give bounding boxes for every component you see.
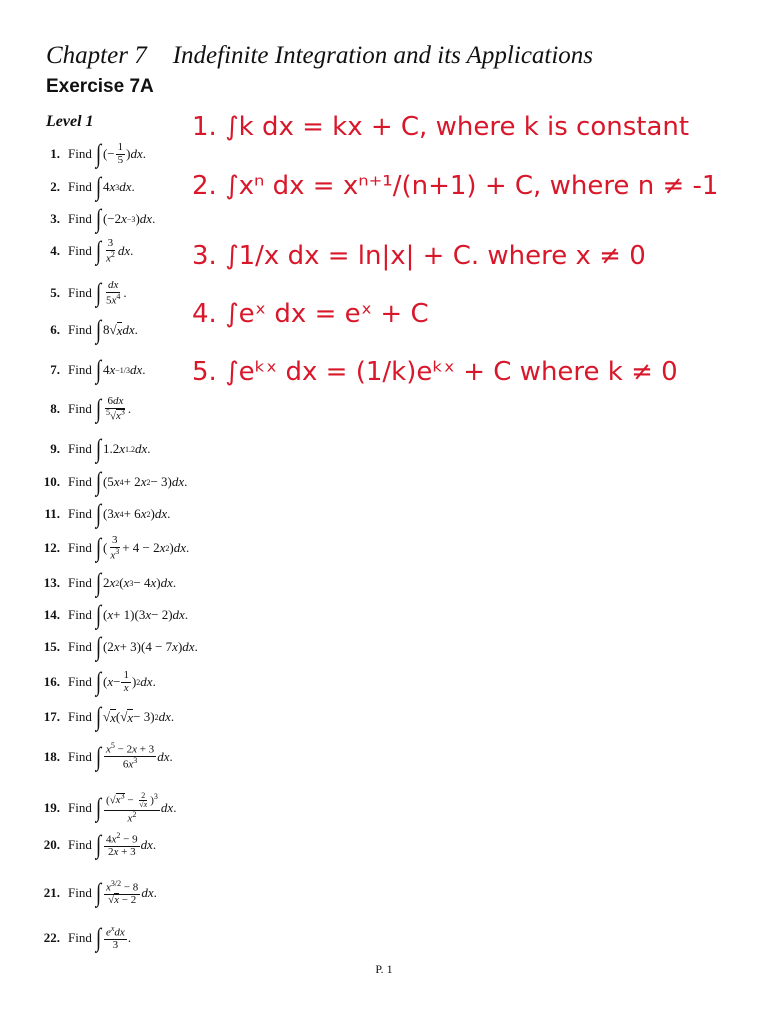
- question-number: 11.: [44, 506, 60, 521]
- question-1: 1. Find ∫ (− $\frac{1}{5}$ ) dx .: [0, 141, 146, 167]
- find-label: Find: [68, 179, 92, 194]
- find-label: Find: [68, 362, 92, 377]
- question-number: 4.: [50, 243, 60, 259]
- find-label: Find: [68, 674, 92, 689]
- exercise-title: Exercise 7A: [46, 76, 154, 97]
- find-label: Find: [68, 441, 92, 456]
- question-17: 17. Find ∫ √ x (√ x − 3) 2 dx .: [0, 704, 174, 730]
- find-label: Find: [68, 322, 92, 337]
- question-number: 14.: [43, 607, 60, 622]
- question-2: 2. Find ∫ 4 x 3 dx .: [0, 174, 135, 200]
- question-22: 22. Find ∫ $\frac{e^xdx}{3}$ .: [0, 925, 131, 952]
- handwritten-note-5: 5. ∫eᵏˣ dx = (1/k)eᵏˣ + C where k ≠ 0: [192, 357, 678, 387]
- find-label: Find: [68, 837, 92, 853]
- find-label: Find: [68, 243, 92, 259]
- find-label: Find: [68, 709, 92, 724]
- chapter-number: Chapter 7: [46, 42, 147, 69]
- handwritten-note-3: 3. ∫1/x dx = ln|x| + C. where x ≠ 0: [192, 241, 646, 271]
- question-number: 18.: [43, 748, 60, 764]
- page-number: P. 1: [375, 962, 393, 976]
- find-label: Find: [68, 885, 92, 901]
- question-number: 19.: [43, 800, 60, 816]
- question-number: 3.: [50, 211, 60, 226]
- level-heading: Level 1: [46, 113, 94, 130]
- question-20: 20. Find ∫ $\frac{4x^2 - 9}{2x + 3}$ dx .: [0, 832, 156, 859]
- question-number: 20.: [43, 837, 60, 853]
- question-number: 5.: [50, 285, 60, 301]
- find-label: Find: [68, 285, 92, 301]
- question-10: 10. Find ∫ (5 x 4 + 2 x 2 − 3) dx .: [0, 469, 187, 495]
- question-number: 10.: [43, 474, 60, 489]
- find-label: Find: [68, 800, 92, 816]
- question-21: 21. Find ∫ $\frac{x^{3/2} - 8}{√x - 2}$ dx .: [0, 880, 157, 907]
- find-label: Find: [68, 540, 92, 556]
- question-4: 4. Find ∫ $\frac{3}{x^2}$ dx .: [0, 238, 133, 265]
- question-number: 16.: [43, 674, 60, 689]
- question-number: 8.: [50, 401, 60, 417]
- find-label: Find: [68, 211, 92, 226]
- question-number: 17.: [43, 709, 60, 724]
- chapter-title: Indefinite Integration and its Applications: [172, 42, 594, 69]
- handwritten-note-1: 1. ∫k dx = kx + C, where k is constant: [192, 112, 690, 142]
- handwritten-note-2: 2. ∫xⁿ dx = xⁿ⁺¹/(n+1) + C, where n ≠ -1: [192, 171, 719, 201]
- question-11: 11. Find ∫ (3 x 4 + 6 x 2 ) dx .: [0, 501, 170, 527]
- question-9: 9. Find ∫ 1.2 x 1.2 dx .: [0, 436, 151, 462]
- question-3: 3. Find ∫ (−2 x −3 ) dx .: [0, 206, 155, 232]
- find-label: Find: [68, 575, 92, 590]
- question-13: 13. Find ∫ 2 x 2 ( x 3 − 4 x ) dx .: [0, 570, 176, 596]
- find-label: Find: [68, 930, 92, 946]
- question-16: 16. Find ∫ ( x − $\frac{1}{x}$ ) 2 dx .: [0, 669, 156, 695]
- find-label: Find: [68, 401, 92, 417]
- handwritten-note-4: 4. ∫eˣ dx = eˣ + C: [192, 299, 429, 329]
- question-number: 12.: [43, 540, 60, 556]
- find-label: Find: [68, 748, 92, 764]
- find-label: Find: [68, 146, 92, 161]
- question-number: 15.: [43, 639, 60, 654]
- question-14: 14. Find ∫ ( x + 1)(3 x − 2) dx .: [0, 602, 188, 628]
- find-label: Find: [68, 474, 92, 489]
- question-number: 13.: [43, 575, 60, 590]
- question-8: 8. Find ∫ $\frac{6dx}{^5√x^3}$ .: [0, 396, 131, 423]
- question-12: 12. Find ∫ ( $\frac{3}{x^3}$ + 4 − 2 x 2 ) dx .: [0, 535, 189, 562]
- question-number: 21.: [43, 885, 60, 901]
- question-number: 1.: [50, 146, 60, 161]
- question-number: 9.: [50, 441, 60, 456]
- question-5: 5. Find ∫ $\frac{dx}{5x^4}$ .: [0, 280, 127, 307]
- find-label: Find: [68, 639, 92, 654]
- question-7: 7. Find ∫ 4 x −1/3 dx .: [0, 357, 146, 383]
- find-label: Find: [68, 506, 92, 521]
- question-number: 2.: [50, 179, 60, 194]
- question-number: 22.: [43, 930, 60, 946]
- question-18: 18. Find ∫ $\frac{x^5 - 2x + 3}{6x^3}$ dx .: [0, 742, 173, 771]
- question-number: 6.: [50, 322, 60, 337]
- question-number: 7.: [50, 362, 60, 377]
- question-15: 15. Find ∫ (2 x + 3)(4 − 7 x ) dx .: [0, 634, 198, 660]
- question-19: 19. Find ∫ ($√x^3$ − $\frac{2}{√x}$ )$^3$ $x^2$ dx .: [0, 792, 176, 825]
- find-label: Find: [68, 607, 92, 622]
- question-6: 6. Find ∫ 8√ x dx .: [0, 317, 138, 343]
